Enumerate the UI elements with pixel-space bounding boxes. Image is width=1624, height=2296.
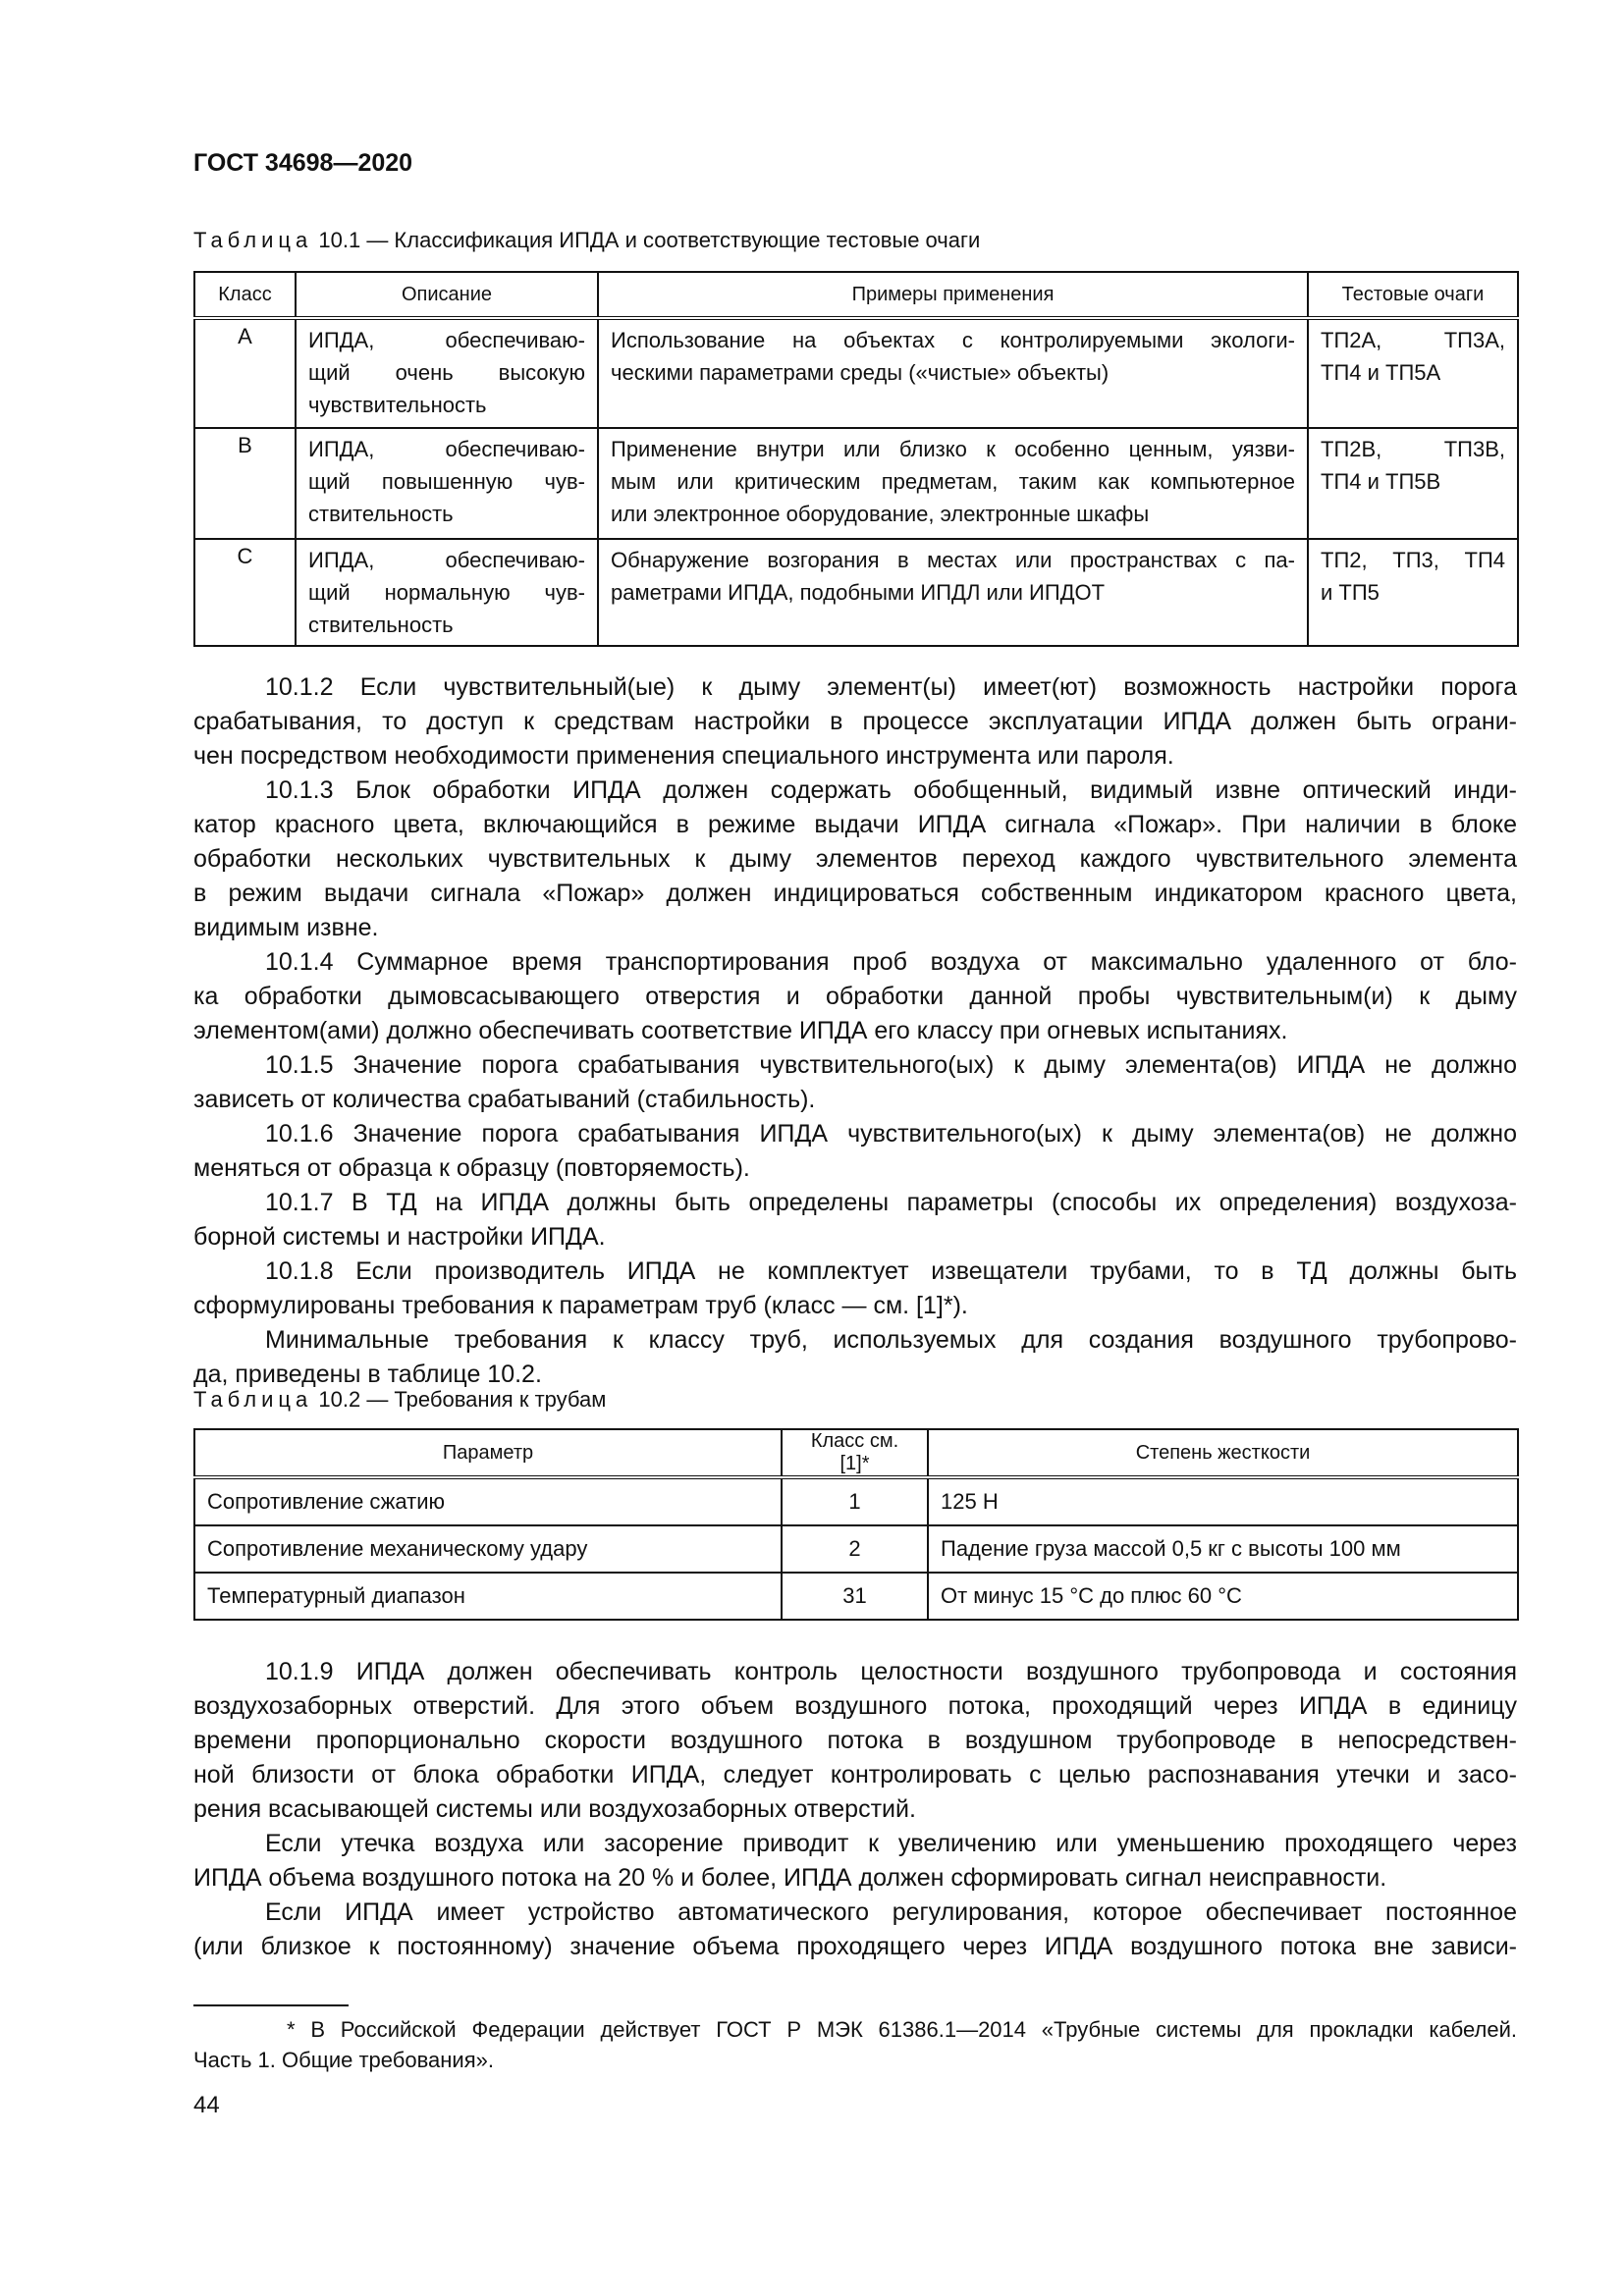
table-row [194, 318, 1518, 428]
table1-caption [193, 228, 980, 253]
table-row [194, 539, 1518, 646]
description-cell [296, 539, 598, 646]
fires-line: ТП2, ТП3, ТП4 [1321, 548, 1505, 572]
table-row [194, 428, 1518, 539]
description-line: щий очень высокую [308, 360, 585, 385]
class-cell: A [194, 318, 296, 428]
fires-line: ТП4 и ТП5В [1321, 469, 1441, 494]
examples-line: мым или критическим предметам, таким как компьютерное [611, 469, 1295, 494]
class-cell: 2 [782, 1525, 928, 1573]
fires-line: и ТП5 [1321, 580, 1380, 605]
paragraph-line: ка обработки дымовсасывающего отверстия и обработки данной пробы чувствительным(и) к дыму [193, 983, 1517, 1010]
rigidity-cell: От минус 15 °С до плюс 60 °С [928, 1573, 1518, 1620]
rigidity-cell: 125 Н [928, 1477, 1518, 1525]
paragraph-line: видимым извне. [193, 914, 379, 941]
description-line: ствительность [308, 502, 454, 526]
page-number: 44 [193, 2092, 220, 2118]
description-line: щий повышенную чув- [308, 469, 585, 494]
parameter-cell: Сопротивление механическому удару [194, 1525, 782, 1573]
table-row [194, 1573, 1518, 1620]
paragraph-line: 10.1.4 Суммарное время транспортирования проб воздуха от максимально удаленного от бло- [265, 948, 1517, 976]
class-cell: C [194, 539, 296, 646]
document-title: ГОСТ 34698—2020 [193, 149, 413, 177]
description-line: ИПДА, обеспечиваю- [308, 328, 585, 352]
description-cell [296, 428, 598, 539]
paragraph-line: рения всасывающей системы или воздухозаборных отверстий. [193, 1795, 916, 1823]
table2-caption-text: 10.2 — Требования к трубам [318, 1387, 607, 1412]
footnote-line: Часть 1. Общие требования». [193, 2048, 494, 2072]
paragraph-line: (или близкое к постоянному) значение объема проходящего через ИПДА воздушного потока вне зависи- [193, 1933, 1517, 1960]
table-row [194, 1477, 1518, 1525]
table1-caption-word: Таблица [193, 228, 313, 252]
table1-caption-text: 10.1 — Классификация ИПДА и соответствующие тестовые очаги [318, 228, 981, 252]
paragraph-line: чен посредством необходимости применения специального инструмента или пароля. [193, 742, 1174, 770]
paragraph-line: меняться от образца к образцу (повторяемость). [193, 1154, 750, 1182]
fires-cell [1308, 428, 1518, 539]
examples-line: Использование на объектах с контролируемыми экологи- [611, 328, 1295, 352]
header-description: Описание [296, 272, 598, 318]
paragraph-line: воздухозаборных отверстий. Для этого объем воздушного потока, проходящий через ИПДА в единицу [193, 1692, 1517, 1720]
paragraph-line: 10.1.6 Значение порога срабатывания ИПДА чувствительного(ых) к дыму элемента(ов) не должно [265, 1120, 1517, 1148]
paragraph-line: Минимальные требования к классу труб, используемых для создания воздушного трубопрово- [265, 1326, 1517, 1354]
fires-cell [1308, 539, 1518, 646]
fires-line: ТП2В, ТП3В, [1321, 437, 1505, 461]
header-class: Класс [194, 272, 296, 318]
header-examples: Примеры применения [598, 272, 1308, 318]
description-line: ствительность [308, 613, 454, 637]
paragraph-line: элементом(ами) должно обеспечивать соответствие ИПДА его классу при огневых испытаниях. [193, 1017, 1288, 1044]
examples-cell [598, 539, 1308, 646]
paragraph-line: борной системы и настройки ИПДА. [193, 1223, 606, 1251]
paragraph-line: обработки нескольких чувствительных к дыму элементов переход каждого чувствительного элемента [193, 845, 1517, 873]
examples-line: раметрами ИПДА, подобными ИПДЛ или ИПДОТ [611, 580, 1106, 605]
pipe-requirements-table [193, 1428, 1519, 1621]
paragraph-line: Если утечка воздуха или засорение приводит к увеличению или уменьшению проходящего через [265, 1830, 1517, 1857]
fires-line: ТП2А, ТП3А, [1321, 328, 1505, 352]
paragraph-line: 10.1.7 В ТД на ИПДА должны быть определены параметры (способы их определения) воздухоза- [265, 1189, 1517, 1216]
header-class-ref: Класс см. [1]* [782, 1429, 928, 1477]
paragraph-line: в режим выдачи сигнала «Пожар» должен индицироваться собственным индикатором красного цвета, [193, 880, 1517, 907]
description-line: щий нормальную чув- [308, 580, 585, 605]
class-cell: B [194, 428, 296, 539]
fires-cell [1308, 318, 1518, 428]
table2-caption [193, 1387, 606, 1413]
paragraph-line: да, приведены в таблице 10.2. [193, 1361, 542, 1388]
examples-cell [598, 318, 1308, 428]
body-text-2 [193, 1655, 1517, 1964]
description-line: ИПДА, обеспечиваю- [308, 437, 585, 461]
paragraph-line: 10.1.5 Значение порога срабатывания чувствительного(ых) к дыму элемента(ов) ИПДА не должно [265, 1051, 1517, 1079]
header-parameter: Параметр [194, 1429, 782, 1477]
table-row [194, 1525, 1518, 1573]
examples-line: Обнаружение возгорания в местах или пространствах с па- [611, 548, 1295, 572]
paragraph-line: сформулированы требования к параметрам труб (класс — см. [1]*). [193, 1292, 968, 1319]
fires-line: ТП4 и ТП5А [1321, 360, 1441, 385]
paragraph-line: времени пропорционально скорости воздушного потока в воздушном трубопроводе в непосредствен- [193, 1727, 1517, 1754]
paragraph-line: катор красного цвета, включающийся в режиме выдачи ИПДА сигнала «Пожар». При наличии в блоке [193, 811, 1517, 838]
paragraph-line: срабатывания, то доступ к средствам настройки в процессе эксплуатации ИПДА должен быть ограни- [193, 708, 1517, 735]
paragraph-line: Если ИПДА имеет устройство автоматического регулирования, которое обеспечивает постоянное [265, 1898, 1517, 1926]
rigidity-cell: Падение груза массой 0,5 кг с высоты 100 мм [928, 1525, 1518, 1573]
examples-line: ческими параметрами среды («чистые» объекты) [611, 360, 1110, 385]
paragraph-line: ИПДА объема воздушного потока на 20 % и более, ИПДА должен сформировать сигнал неисправности. [193, 1864, 1387, 1892]
header-test-fires: Тестовые очаги [1308, 272, 1518, 318]
description-line: ИПДА, обеспечиваю- [308, 548, 585, 572]
examples-line: или электронное оборудование, электронные шкафы [611, 502, 1150, 526]
table2-caption-word: Таблица [193, 1387, 313, 1412]
paragraph-line: 10.1.3 Блок обработки ИПДА должен содержать обобщенный, видимый извне оптический инди- [265, 776, 1517, 804]
header-rigidity: Степень жесткости [928, 1429, 1518, 1477]
paragraph-line: ной близости от блока обработки ИПДА, следует контролировать с целью распознавания утечки и засо- [193, 1761, 1517, 1789]
footnote [193, 2014, 1517, 2075]
footnote-line: * В Российской Федерации действует ГОСТ Р МЭК 61386.1—2014 «Трубные системы для прокладки кабелей. [287, 2017, 1517, 2042]
classification-table [193, 271, 1519, 647]
footnote-divider [193, 2004, 349, 2006]
paragraph-line: 10.1.2 Если чувствительный(ые) к дыму элемент(ы) имеет(ют) возможность настройки порога [265, 673, 1517, 701]
paragraph-line: 10.1.9 ИПДА должен обеспечивать контроль целостности воздушного трубопровода и состояния [265, 1658, 1517, 1685]
examples-line: Применение внутри или близко к особенно ценным, уязви- [611, 437, 1295, 461]
paragraph-line: зависеть от количества срабатываний (стабильность). [193, 1086, 816, 1113]
description-line: чувствительность [308, 393, 487, 417]
class-cell: 1 [782, 1477, 928, 1525]
class-cell: 31 [782, 1573, 928, 1620]
table-header-row [194, 272, 1518, 318]
examples-cell [598, 428, 1308, 539]
description-cell [296, 318, 598, 428]
body-text-1 [193, 670, 1517, 1392]
table-header-row [194, 1429, 1518, 1477]
paragraph-line: 10.1.8 Если производитель ИПДА не комплектует извещатели трубами, то в ТД должны быть [265, 1257, 1517, 1285]
parameter-cell: Температурный диапазон [194, 1573, 782, 1620]
parameter-cell: Сопротивление сжатию [194, 1477, 782, 1525]
